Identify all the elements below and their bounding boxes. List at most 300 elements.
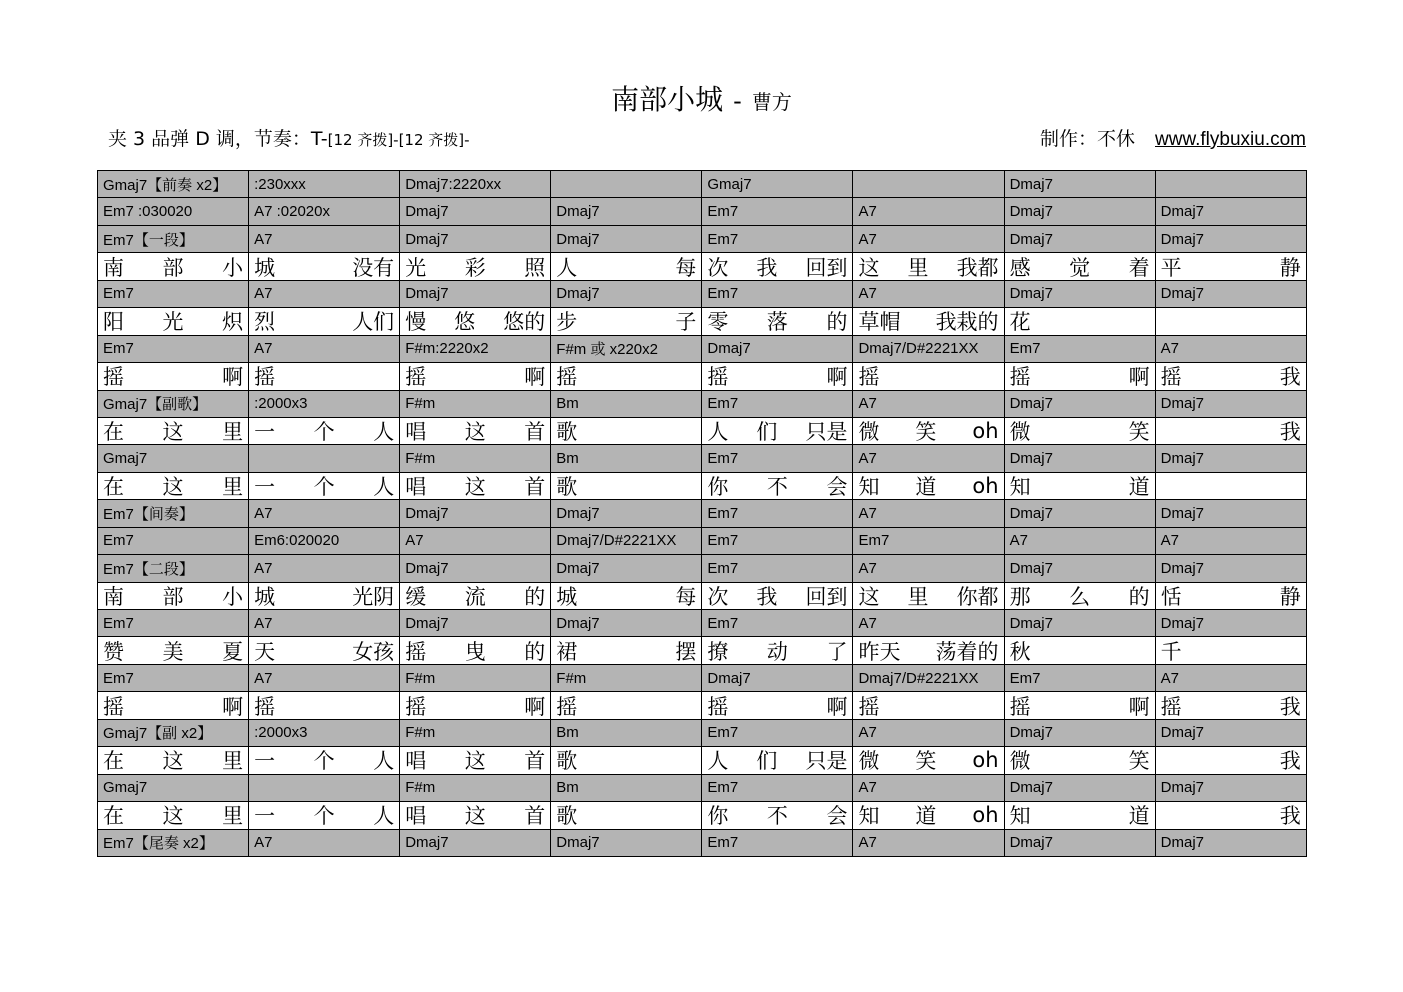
chord-row (98, 610, 1307, 637)
lyric-cell (1156, 692, 1307, 719)
lyric-word: 你 (707, 475, 729, 500)
lyric-word: 平 (1160, 255, 1182, 280)
lyric-word: 微 (858, 420, 880, 445)
lyric-row (98, 747, 1307, 774)
chord-cell: Em7【二段】 (98, 555, 249, 582)
lyric-row (98, 363, 1307, 390)
chord-cell: Dmaj7 (1005, 555, 1156, 582)
lyric-word: 啊 (524, 365, 546, 390)
lyric-word: 静 (1279, 584, 1301, 609)
lyric-cell (400, 473, 551, 500)
lyric-word: 摇 (707, 365, 729, 390)
lyric-word: 微 (1009, 420, 1031, 445)
chord-cell: Gmaj7【副歌】 (98, 391, 249, 418)
chord-row (98, 198, 1307, 225)
lyric-cell (249, 473, 400, 500)
lyric-word: 啊 (1128, 694, 1150, 719)
lyric-word: 唱 (405, 420, 427, 445)
song-title: 南部小城 (611, 83, 724, 116)
lyric-word: 个 (313, 475, 335, 500)
lyric-word: oh (972, 748, 999, 773)
chord-cell: Bm (551, 445, 702, 472)
lyric-word: 每 (675, 255, 697, 280)
lyric-word: 的 (524, 639, 546, 664)
chord-row (98, 226, 1307, 253)
chord-cell: Dmaj7 (702, 665, 853, 692)
lyric-word: 我 (756, 255, 778, 280)
lyric-word: 笑 (915, 420, 937, 445)
chord-cell: Em7【一段】 (98, 226, 249, 253)
lyric-word: 道 (915, 804, 937, 829)
chord-cell: Dmaj7 (400, 500, 551, 527)
lyric-cell (98, 253, 249, 280)
lyric-word: 荡着的 (935, 639, 999, 664)
lyric-cell (551, 583, 702, 610)
chord-cell: Em7 (702, 500, 853, 527)
lyric-word: 么 (1069, 584, 1091, 609)
lyric-word: 摇 (1009, 694, 1031, 719)
chord-cell: F#m (400, 720, 551, 747)
lyric-cell (1005, 418, 1156, 445)
lyric-cell (551, 747, 702, 774)
lyric-word: 在 (103, 749, 124, 774)
lyric-cell (1005, 308, 1156, 335)
lyric-cell (702, 637, 853, 664)
lyric-word: 这 (464, 420, 486, 445)
lyric-cell (249, 583, 400, 610)
lyric-cell (702, 747, 853, 774)
lyric-word: 次 (707, 255, 729, 280)
lyric-word: 歌 (556, 475, 578, 500)
lyric-word: 南 (103, 584, 124, 609)
chord-cell: A7 (853, 830, 1004, 857)
lyric-cell (551, 308, 702, 335)
lyric-row (98, 637, 1307, 664)
lyric-word: 照 (524, 255, 546, 280)
chord-row (98, 391, 1307, 418)
chord-cell: :2000x3 (249, 720, 400, 747)
lyric-cell (853, 802, 1004, 829)
chord-cell: Em7【尾奏 x2】 (98, 830, 249, 857)
chord-cell: Em7 (98, 281, 249, 308)
lyric-word: 回到 (805, 584, 848, 609)
chord-cell: Em7 (702, 775, 853, 802)
chord-cell: Em7 (702, 445, 853, 472)
lyric-word: 啊 (524, 694, 546, 719)
chord-cell (249, 445, 400, 472)
lyric-word: 一 (254, 804, 276, 829)
chord-cell: Dmaj7 (1156, 720, 1307, 747)
lyric-word: 感 (1009, 255, 1031, 280)
lyric-word: 个 (313, 420, 335, 445)
lyric-cell (98, 363, 249, 390)
lyric-cell (551, 253, 702, 280)
chord-cell: Bm (551, 391, 702, 418)
chord-cell: A7 (249, 336, 400, 363)
chord-cell (551, 171, 702, 198)
lyric-word: 我 (1279, 420, 1301, 445)
chord-cell: Dmaj7:2220xx (400, 171, 551, 198)
chord-cell: Gmaj7 (702, 171, 853, 198)
chord-cell: A7 (249, 555, 400, 582)
chord-cell: Em7 (702, 391, 853, 418)
lyric-cell (853, 747, 1004, 774)
lyric-cell (400, 418, 551, 445)
lyric-word: 摇 (103, 365, 124, 390)
lyric-word: 道 (1128, 804, 1150, 829)
lyric-word: 的 (826, 310, 848, 335)
lyric-cell (249, 253, 400, 280)
chord-cell: Dmaj7 (1005, 500, 1156, 527)
lyric-word: 阳 (103, 310, 124, 335)
lyric-cell (853, 253, 1004, 280)
chord-cell: Dmaj7 (400, 281, 551, 308)
maker-label: 制作：不休 (1039, 128, 1135, 150)
lyric-word: 这 (464, 475, 486, 500)
lyric-cell (400, 802, 551, 829)
lyric-word: 笑 (915, 749, 937, 774)
chord-cell: Em7 (98, 528, 249, 555)
lyric-cell (702, 363, 853, 390)
lyric-word: 人 (373, 749, 395, 774)
lyric-cell (702, 802, 853, 829)
chord-cell: A7 (853, 610, 1004, 637)
lyric-cell (551, 692, 702, 719)
chord-cell: Dmaj7 (551, 555, 702, 582)
chord-row (98, 528, 1307, 555)
chord-row (98, 445, 1307, 472)
chord-cell: A7 (853, 500, 1004, 527)
chord-cell: Em7 (702, 528, 853, 555)
lyric-word: 微 (1009, 749, 1031, 774)
rhythm-pattern: [12 齐拨]-[12 齐拨]- (327, 131, 470, 149)
lyric-word: 悠 (454, 310, 476, 335)
lyric-cell (1005, 692, 1156, 719)
lyric-cell (1156, 363, 1307, 390)
chord-cell: A7 (853, 391, 1004, 418)
lyric-word: 慢 (405, 310, 427, 335)
lyric-word: 在 (103, 475, 124, 500)
lyric-word: 小 (222, 584, 244, 609)
lyric-cell (249, 747, 400, 774)
lyric-cell (853, 637, 1004, 664)
chord-cell: Gmaj7【前奏 x2】 (98, 171, 249, 198)
lyric-cell (1156, 637, 1307, 664)
chord-cell: Em7 (702, 281, 853, 308)
chord-cell: F#m 或 x220x2 (551, 336, 702, 363)
lyric-cell (400, 363, 551, 390)
chord-cell: :230xxx (249, 171, 400, 198)
lyric-word: 一 (254, 475, 276, 500)
lyric-word: 里 (222, 420, 244, 445)
lyric-cell (1005, 253, 1156, 280)
chord-cell: A7 (249, 226, 400, 253)
chord-cell: Dmaj7 (1005, 198, 1156, 225)
lyric-word: 了 (826, 639, 848, 664)
lyric-word: 里 (222, 804, 244, 829)
chord-cell: Dmaj7 (551, 226, 702, 253)
chord-cell: A7 (1156, 336, 1307, 363)
lyric-cell (853, 692, 1004, 719)
lyric-word: 们 (756, 749, 778, 774)
chord-cell: Em7 (702, 226, 853, 253)
lyric-cell (98, 583, 249, 610)
lyric-word: 摇 (556, 365, 578, 390)
chord-cell: Dmaj7 (1156, 281, 1307, 308)
lyric-word: 啊 (826, 365, 848, 390)
lyric-word: 摇 (405, 639, 427, 664)
lyric-cell (98, 637, 249, 664)
lyric-word: 美 (162, 639, 184, 664)
artist-name: 曹方 (751, 90, 792, 114)
lyric-word: 曳 (464, 639, 486, 664)
chord-cell: Dmaj7 (1156, 610, 1307, 637)
chord-row (98, 775, 1307, 802)
lyric-word: 里 (222, 475, 244, 500)
chord-cell: A7 (249, 610, 400, 637)
lyric-cell (400, 308, 551, 335)
chord-cell: Dmaj7 (400, 198, 551, 225)
chord-cell: Em7 (1005, 336, 1156, 363)
lyric-word: 不 (766, 804, 788, 829)
lyric-word: 流 (464, 584, 486, 609)
lyric-word: 回到 (805, 255, 848, 280)
chord-cell: Em7 (98, 665, 249, 692)
chord-row (98, 500, 1307, 527)
lyric-word: 你都 (956, 584, 999, 609)
lyric-cell (249, 363, 400, 390)
lyric-word: 赞 (103, 639, 124, 664)
lyric-word: 次 (707, 584, 729, 609)
chord-cell: A7 (853, 720, 1004, 747)
chord-cell: Em7 :030020 (98, 198, 249, 225)
lyric-word: 裙 (556, 639, 578, 664)
chord-cell: Dmaj7 (400, 610, 551, 637)
lyric-word: 女孩 (352, 639, 395, 664)
chord-cell: Dmaj7 (1005, 610, 1156, 637)
chord-cell: Dmaj7 (551, 198, 702, 225)
chord-cell: F#m (400, 665, 551, 692)
chord-cell: A7 (1156, 665, 1307, 692)
lyric-word: 恬 (1160, 584, 1182, 609)
lyric-word: 道 (1128, 475, 1150, 500)
lyric-word: 一 (254, 749, 276, 774)
lyric-word: 觉 (1069, 255, 1091, 280)
lyric-word: 千 (1160, 639, 1182, 664)
lyric-cell (702, 692, 853, 719)
lyric-cell (551, 802, 702, 829)
lyric-word: 啊 (826, 694, 848, 719)
chord-cell: Dmaj7 (1156, 226, 1307, 253)
chord-cell: F#m (400, 391, 551, 418)
lyric-word: 小 (222, 255, 244, 280)
lyric-word: 的 (1128, 584, 1150, 609)
lyric-word: 摇 (858, 365, 880, 390)
lyric-word: 歌 (556, 804, 578, 829)
lyric-word: 夏 (222, 639, 244, 664)
lyric-word: 唱 (405, 749, 427, 774)
lyric-word: 城 (254, 584, 276, 609)
lyric-word: 里 (907, 255, 929, 280)
lyric-word: 这 (162, 475, 184, 500)
lyric-word: 落 (766, 310, 788, 335)
chord-cell: F#m (400, 445, 551, 472)
lyric-word: 这 (464, 804, 486, 829)
chord-cell: A7 (853, 445, 1004, 472)
chord-cell: A7 (853, 198, 1004, 225)
chord-row (98, 665, 1307, 692)
chord-cell: A7 :02020x (249, 198, 400, 225)
lyric-word: 知 (1009, 475, 1031, 500)
lyric-cell (400, 583, 551, 610)
chord-cell: A7 (249, 665, 400, 692)
lyric-cell (98, 308, 249, 335)
chord-cell: Dmaj7 (1156, 830, 1307, 857)
capo-rhythm-info (108, 124, 470, 151)
lyric-word: 这 (464, 749, 486, 774)
lyric-cell (1005, 583, 1156, 610)
lyric-word: 花 (1009, 310, 1031, 335)
lyric-word: 摇 (405, 694, 427, 719)
lyric-cell (702, 583, 853, 610)
chord-cell: Em7 (98, 610, 249, 637)
chord-cell: Gmaj7 (98, 775, 249, 802)
lyric-cell (853, 418, 1004, 445)
lyric-word: 摇 (1160, 694, 1182, 719)
chord-cell: F#m (551, 665, 702, 692)
lyric-word: 我 (1279, 694, 1301, 719)
lyric-cell (1005, 747, 1156, 774)
lyric-word: oh (972, 474, 999, 499)
lyric-cell (1156, 253, 1307, 280)
lyric-row (98, 418, 1307, 445)
lyric-word: 摇 (556, 694, 578, 719)
chord-cell: Dmaj7 (1156, 198, 1307, 225)
chord-cell: Bm (551, 775, 702, 802)
lyric-word: 这 (162, 804, 184, 829)
lyric-row (98, 692, 1307, 719)
chord-cell: A7 (853, 555, 1004, 582)
lyric-word: 着 (1128, 255, 1150, 280)
lyric-word: 城 (254, 255, 276, 280)
chord-cell: A7 (853, 281, 1004, 308)
chord-cell (1156, 171, 1307, 198)
lyric-cell (98, 692, 249, 719)
chord-cell: Dmaj7 (1005, 281, 1156, 308)
lyric-word: 缓 (405, 584, 427, 609)
chord-cell: Dmaj7 (1005, 775, 1156, 802)
lyric-word: 唱 (405, 475, 427, 500)
lyric-word: 首 (524, 749, 546, 774)
lyric-word: 笑 (1128, 420, 1150, 445)
lyric-word: 每 (675, 584, 697, 609)
lyric-word: 你 (707, 804, 729, 829)
chord-cell: Dmaj7 (1156, 391, 1307, 418)
lyric-cell (551, 473, 702, 500)
website-link[interactable]: www.flybuxiu.com (1155, 129, 1306, 150)
chord-cell: Em7 (853, 528, 1004, 555)
lyric-cell (249, 308, 400, 335)
lyric-word: 这 (858, 584, 880, 609)
lyric-word: 在 (103, 804, 124, 829)
lyric-word: 城 (556, 584, 578, 609)
lyric-word: 摇 (858, 694, 880, 719)
chord-cell: Em7 (1005, 665, 1156, 692)
lyric-cell (1156, 418, 1307, 445)
lyric-cell (853, 363, 1004, 390)
lyric-word: 我栽的 (935, 310, 999, 335)
lyric-word: 静 (1279, 255, 1301, 280)
lyric-word: 零 (707, 310, 729, 335)
lyric-cell (1156, 473, 1307, 500)
lyric-word: 摆 (675, 639, 697, 664)
lyric-word: 人们 (352, 310, 395, 335)
lyric-cell (551, 363, 702, 390)
lyric-cell (1156, 583, 1307, 610)
lyric-cell (1005, 473, 1156, 500)
lyric-word: 悠的 (503, 310, 546, 335)
lyric-word: 笑 (1128, 749, 1150, 774)
chord-cell: F#m:2220x2 (400, 336, 551, 363)
chord-cell: A7 (1156, 528, 1307, 555)
lyric-word: 我都 (956, 255, 999, 280)
chord-cell: Dmaj7 (1005, 226, 1156, 253)
lyric-cell (400, 253, 551, 280)
lyric-cell (853, 308, 1004, 335)
maker-info (1040, 124, 1306, 151)
chord-sheet-table (97, 170, 1307, 857)
lyric-cell (1156, 802, 1307, 829)
chord-row (98, 281, 1307, 308)
lyric-cell (702, 308, 853, 335)
chord-cell: Em7 (702, 198, 853, 225)
lyric-word: 会 (826, 804, 848, 829)
lyric-word: 摇 (405, 365, 427, 390)
lyric-cell (98, 473, 249, 500)
lyric-word: 草帽 (858, 310, 901, 335)
chord-cell: A7 (1005, 528, 1156, 555)
lyric-word: 摇 (103, 694, 124, 719)
lyric-word: 知 (858, 475, 880, 500)
chord-cell: Dmaj7 (702, 336, 853, 363)
chord-cell: Dmaj7 (1156, 500, 1307, 527)
lyric-word: 我 (1279, 365, 1301, 390)
chord-cell: Gmaj7【副 x2】 (98, 720, 249, 747)
chord-cell: Em7 (98, 336, 249, 363)
lyric-word: 我 (1279, 804, 1301, 829)
chord-cell: Dmaj7 (1156, 555, 1307, 582)
chord-cell: Em6:020020 (249, 528, 400, 555)
lyric-row (98, 583, 1307, 610)
lyric-word: 子 (675, 310, 697, 335)
chord-cell: Dmaj7 (400, 555, 551, 582)
lyric-word: 没有 (352, 255, 395, 280)
chord-cell: A7 (249, 500, 400, 527)
lyric-word: 摇 (254, 694, 276, 719)
lyric-word: 啊 (1128, 365, 1150, 390)
chord-cell: Dmaj7 (1005, 830, 1156, 857)
chord-row (98, 830, 1307, 857)
lyric-word: 摇 (707, 694, 729, 719)
chord-cell (853, 171, 1004, 198)
chord-cell: Dmaj7 (1156, 445, 1307, 472)
lyric-word: 人 (373, 475, 395, 500)
lyric-word: 歌 (556, 420, 578, 445)
lyric-word: 首 (524, 475, 546, 500)
chord-row (98, 171, 1307, 198)
lyric-word: 的 (524, 584, 546, 609)
lyric-word: 这 (162, 749, 184, 774)
